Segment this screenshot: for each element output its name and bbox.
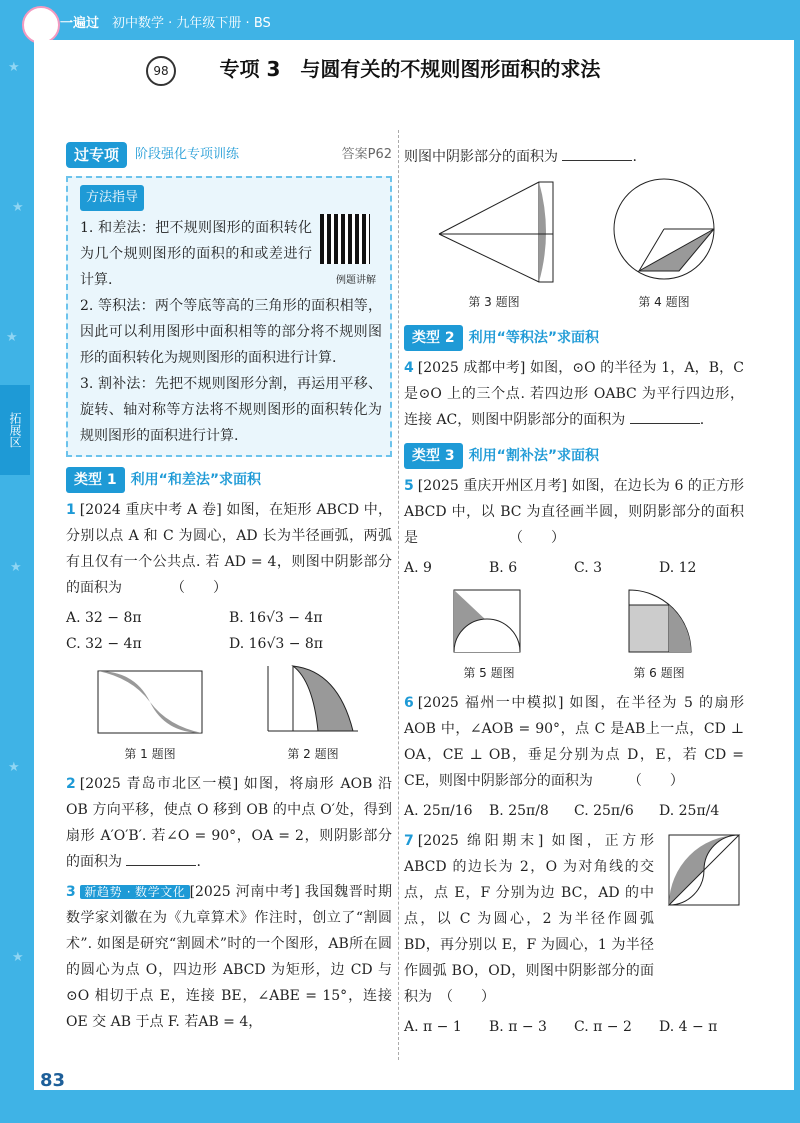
option[interactable]: A. 25π/16 xyxy=(404,803,473,819)
figure-5 xyxy=(449,585,529,686)
option[interactable]: C. π − 2 xyxy=(574,1019,632,1035)
header-bar xyxy=(0,0,800,40)
question-2: 2 [2025 青岛市北区一模] 如图，将扇形 AOB 沿 OB 方向平移，使点 O 移到 OB 的中点 O′处，得到扇形 A′O′B′. 若∠O = 90°，OA = 2，则阴影部分的面积为 . xyxy=(66,776,392,870)
title-badge: 98 xyxy=(146,56,176,86)
question-number: 4 xyxy=(404,360,414,376)
header-info: 初中数学 · 九年级下册 · BS xyxy=(112,16,271,31)
answer-blank[interactable] xyxy=(630,409,700,424)
answer-blank[interactable] xyxy=(126,851,196,866)
figure-caption: 第 4 题图 xyxy=(638,295,690,309)
section-tag: 过专项 xyxy=(66,142,127,168)
mascot-icon xyxy=(22,6,60,44)
option[interactable]: A. 32 − 8π xyxy=(66,610,142,626)
question-number: 2 xyxy=(66,776,76,792)
option[interactable]: A. π − 1 xyxy=(404,1019,462,1035)
option[interactable]: C. 25π/6 xyxy=(574,803,634,819)
question-number: 1 xyxy=(66,502,76,518)
type-tag: 类型 3 xyxy=(404,443,463,469)
question-text: 则图中阴影部分的面积为 xyxy=(404,149,558,165)
page-number: 83 xyxy=(40,1070,66,1091)
type-tag: 类型 2 xyxy=(404,325,463,351)
question-text: [2025 成都中考] 如图，⊙O 的半径为 1，A，B，C 是⊙O 上的三个点. 若四边形 OABC 为平行四边形，连接 AC，则图中阴影部分的面积为 xyxy=(404,360,744,428)
question-5 xyxy=(404,473,744,551)
option[interactable]: B. 6 xyxy=(489,560,518,576)
figure-6-drawing xyxy=(619,585,699,660)
q5-options xyxy=(404,555,744,581)
option[interactable]: B. 25π/8 xyxy=(489,803,549,819)
page-title xyxy=(150,52,670,86)
left-column xyxy=(66,140,392,1039)
question-number: 7 xyxy=(404,833,414,849)
title-text: 专项 3 与圆有关的不规则图形面积的求法 xyxy=(219,57,601,81)
figure-6 xyxy=(619,585,699,686)
type-heading xyxy=(404,325,744,351)
q7-options xyxy=(404,1014,744,1040)
method-box xyxy=(66,176,392,457)
section-bar xyxy=(66,140,392,170)
figure-4-drawing xyxy=(609,174,719,289)
figure-2 xyxy=(258,661,368,767)
brand-label: 一遍过 xyxy=(60,16,100,31)
question-number: 5 xyxy=(404,478,414,494)
type-title: 利用“等积法”求面积 xyxy=(468,330,600,346)
q6-options xyxy=(404,798,744,824)
figure-3 xyxy=(429,174,559,315)
type-title: 利用“割补法”求面积 xyxy=(468,448,600,464)
question-text: [2025 福州一中模拟] 如图，在半径为 5 的扇形 AOB 中，∠AOB = 90°，点 C 是AB上一点，CD ⊥ OA，CE ⊥ OB，垂足分别为点 D，E，若 CD = CE，则图中阴影部分的面积为 （ ） xyxy=(404,695,744,789)
question-7 xyxy=(404,828,744,1010)
figure-caption: 第 3 题图 xyxy=(468,295,520,309)
column-divider xyxy=(398,130,399,1060)
question-number: 6 xyxy=(404,695,414,711)
q1-options xyxy=(66,605,392,657)
figure-7-drawing xyxy=(664,830,744,910)
type-tag: 类型 1 xyxy=(66,467,125,493)
figure-caption: 第 6 题图 xyxy=(633,666,685,680)
qr-code-icon[interactable] xyxy=(320,214,370,264)
option[interactable]: D. 12 xyxy=(659,560,697,576)
figure-caption: 第 2 题图 xyxy=(287,747,339,761)
figure-5-drawing xyxy=(449,585,529,660)
option[interactable]: A. 9 xyxy=(404,560,432,576)
option[interactable]: B. 16√3 − 4π xyxy=(229,610,323,626)
figures-3-4 xyxy=(404,174,744,315)
question-text: [2025 重庆开州区月考] 如图，在边长为 6 的正方形 ABCD 中，以 BC 为直径画半圆，则阴影部分的面积是 （ ） xyxy=(404,478,744,546)
option[interactable]: C. 32 − 4π xyxy=(66,636,142,652)
side-tab: 拓展区 xyxy=(0,385,30,475)
type-title: 利用“和差法”求面积 xyxy=(130,472,262,488)
question-6 xyxy=(404,690,744,794)
type-heading xyxy=(404,443,744,469)
option[interactable]: C. 3 xyxy=(574,560,603,576)
question-3-cont: 则图中阴影部分的面积为 . xyxy=(404,144,744,170)
question-text: [2025 青岛市北区一模] 如图，将扇形 AOB 沿 OB 方向平移，使点 O 移到 OB 的中点 O′处，得到扇形 A′O′B′. 若∠O = 90°，OA = 2，则阴影部分的面积为 xyxy=(66,776,392,870)
qr-label: 例题讲解 xyxy=(336,275,376,286)
figure-3-drawing xyxy=(429,174,559,289)
question-text: [2025 绵阳期末] 如图，正方形 ABCD 的边长为 2，O 为对角线的交点，点 E，F 分别为边 BC，AD 的中点，以 C 为圆心，2 为半径作圆弧 BD，再分别以 E，F 为圆心，1 为半径作圆弧 BO，OD，则图中阴影部分的面积为 （ ） xyxy=(404,833,654,1005)
figure-caption: 第 1 题图 xyxy=(124,747,176,761)
question-text: [2024 重庆中考 A 卷] 如图，在矩形 ABCD 中，分别以点 A 和 C 为圆心，AD 长为半径画弧，两弧有且仅有一个公共点. 若 AD = 4，则图中阴影部分的面积为 （ ） xyxy=(66,502,392,596)
right-column xyxy=(404,140,744,1040)
section-subtitle: 阶段强化专项训练 xyxy=(135,147,240,162)
figures-5-6 xyxy=(404,585,744,686)
question-text: [2025 河南中考] 我国魏晋时期数学家刘徽在为《九章算术》作注时，创立了“割圆术”. 如图是研究“割圆术”时的一个图形，AB所在圆的圆心为点 O，四边形 ABCD 为矩形，边 CD 与⊙O 相切于点 E，连接 BE，∠ABE = 15°，连接 OE 交 AB 于点 F. 若AB = 4， xyxy=(66,884,393,1030)
figures-1-2 xyxy=(66,661,392,767)
option[interactable]: D. 4 − π xyxy=(659,1019,718,1035)
figure-1 xyxy=(90,666,210,767)
question-1 xyxy=(66,497,392,601)
answer-ref[interactable]: 答案P62 xyxy=(341,147,392,162)
answer-blank[interactable] xyxy=(562,146,632,161)
option[interactable]: D. 16√3 − 8π xyxy=(229,636,324,652)
question-4: 4 [2025 成都中考] 如图，⊙O 的半径为 1，A，B，C 是⊙O 上的三个点. 若四边形 OABC 为平行四边形，连接 AC，则图中阴影部分的面积为 . xyxy=(404,360,744,428)
option[interactable]: B. π − 3 xyxy=(489,1019,547,1035)
method-item: 1. 和差法：把不规则图形的面积转化为几个规则图形的面积的和或差进行计算. xyxy=(80,220,312,288)
figure-4 xyxy=(609,174,719,315)
type-heading xyxy=(66,467,392,493)
method-item: 2. 等积法：两个等底等高的三角形的面积相等，因此可以利用图形中面积相等的部分将不规则图形的面积转化为规则图形的面积进行计算. xyxy=(80,298,382,366)
figure-caption: 第 5 题图 xyxy=(463,666,515,680)
question-3 xyxy=(66,879,392,1035)
method-title: 方法指导 xyxy=(80,185,144,211)
option[interactable]: D. 25π/4 xyxy=(659,803,720,819)
header-text xyxy=(60,12,271,31)
trend-tag: 新趋势 · 数学文化 xyxy=(80,885,190,899)
figure-1-drawing xyxy=(90,666,210,741)
question-number: 3 xyxy=(66,884,76,900)
figure-2-drawing xyxy=(258,661,368,741)
method-item: 3. 割补法：先把不规则图形分割，再运用平移、旋转、轴对称等方法将不规则图形的面积转化为规则图形的面积进行计算. xyxy=(80,376,382,444)
